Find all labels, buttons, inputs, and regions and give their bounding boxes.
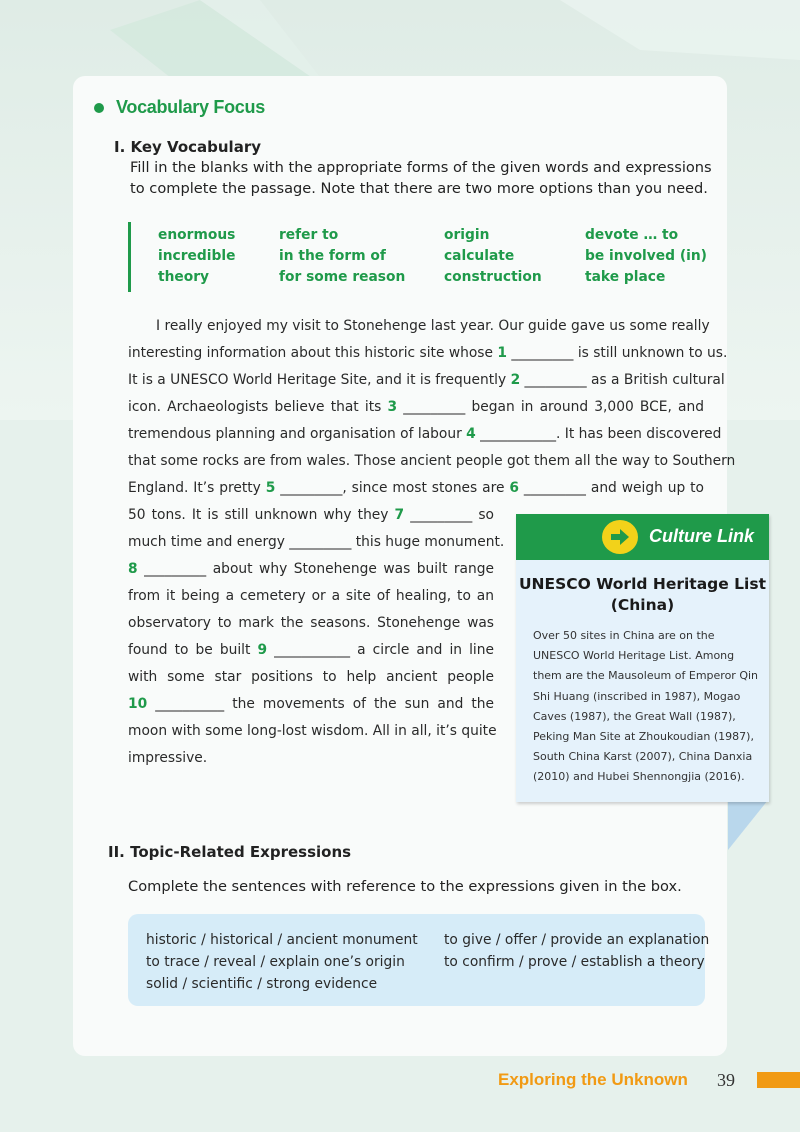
passage-line — [128, 615, 494, 631]
passage-line — [128, 426, 722, 442]
part2-instruction: Complete the sentences with reference to the expressions given in the box. — [128, 878, 682, 895]
passage-line — [128, 534, 505, 550]
passage-text: much time and energy _________ this huge monument. — [128, 534, 505, 550]
passage-text: ___________. It has been discovered — [475, 426, 722, 442]
section-title: Vocabulary Focus — [116, 97, 265, 117]
blank-number: 5 — [265, 480, 276, 496]
expression-item: to confirm / prove / establish a theory — [444, 954, 705, 970]
word-bank-item: incredible — [158, 248, 236, 264]
word-bank-item: construction — [444, 269, 542, 285]
passage-text: England. It’s pretty — [128, 480, 266, 496]
culture-link-header — [516, 514, 769, 560]
passage-text: _________ began in around 3,000 BCE, and — [397, 399, 704, 415]
footer-accent-bar — [757, 1072, 800, 1088]
passage-text: interesting information about this historic site whose — [128, 345, 498, 361]
culture-link-box — [516, 514, 769, 802]
word-bank-item: in the form of — [279, 248, 386, 264]
word-bank-item: take place — [585, 269, 666, 285]
word-bank-item: for some reason — [279, 269, 406, 285]
word-bank-item: refer to — [279, 227, 339, 243]
passage-text: observatory to mark the seasons. Stonehenge was — [128, 615, 494, 631]
part1-instruction-line-1: Fill in the blanks with the appropriate forms of the given words and expressions — [130, 159, 712, 176]
word-bank-item: origin — [444, 227, 490, 243]
expression-item: to trace / reveal / explain one’s origin — [146, 954, 405, 970]
culture-link-label: Culture Link — [649, 526, 755, 546]
passage-text: tremendous planning and organisation of labour — [128, 426, 467, 442]
passage-text: found to be built — [128, 642, 258, 658]
blank-number: 7 — [394, 507, 405, 523]
word-bank-item: theory — [158, 269, 210, 285]
word-bank-item: calculate — [444, 248, 515, 264]
footer-title: Exploring the Unknown — [498, 1070, 688, 1089]
culture-link-title: UNESCO World Heritage List (China) — [518, 575, 767, 614]
blank-number: 10 — [128, 696, 148, 712]
passage-line — [128, 642, 494, 658]
passage-text: from it being a cemetery or a site of healing, to an — [128, 588, 494, 604]
passage-line — [128, 480, 704, 496]
passage-line — [128, 696, 494, 712]
blank-number: 8 — [128, 561, 138, 577]
passage-text: moon with some long-lost wisdom. All in all, it’s quite — [128, 723, 497, 739]
culture-link-body: Over 50 sites in China are on the UNESCO World Heritage List. Among them are the Mausoleum of Emperor Qin Shi Huang (inscribed in 1987), Mogao Caves (1987), the Great Wall (1987), Peking Man Site at Zhoukoudian (1987), South China Karst (2007), China Danxia (2010) and Hubei Shennongjia (2016). — [533, 629, 759, 784]
passage-text: _________ and weigh up to — [518, 480, 704, 496]
blank-number: 1 — [497, 345, 507, 361]
passage-line — [128, 372, 725, 388]
passage-text: ___________ a circle and in line — [267, 642, 494, 658]
expression-item: solid / scientific / strong evidence — [146, 976, 378, 992]
passage-text: _________ as a British cultural — [520, 372, 725, 388]
part1-instruction-line-2: to complete the passage. Note that there are two more options than you need. — [130, 180, 708, 197]
passage-text: It is a UNESCO World Heritage Site, and it is frequently — [128, 372, 511, 388]
passage-line — [128, 345, 728, 361]
passage-text: icon. Archaeologists believe that its — [128, 399, 388, 415]
arrow-right-icon — [602, 520, 638, 554]
expression-item: to give / offer / provide an explanation — [444, 932, 710, 948]
passage-line — [128, 723, 497, 739]
blank-number: 6 — [509, 480, 519, 496]
page-number: 39 — [717, 1070, 735, 1090]
passage-line — [128, 453, 736, 469]
passage-text: 50 tons. It is still unknown why they — [128, 507, 395, 523]
word-bank-item: enormous — [158, 227, 236, 243]
blank-number: 9 — [257, 642, 268, 658]
passage-text: that some rocks are from wales. Those ancient people got them all the way to Southern — [128, 453, 736, 469]
passage-text: __________ the movements of the sun and the — [147, 696, 494, 712]
passage-text: _________, since most stones are — [275, 480, 510, 496]
passage-text: with some star positions to help ancient people — [128, 669, 494, 685]
word-bank-item: devote … to — [585, 227, 679, 243]
passage-text: impressive. — [128, 750, 208, 766]
passage-line — [128, 507, 494, 523]
blank-number: 2 — [510, 372, 521, 388]
bullet-icon — [94, 103, 104, 113]
passage-line — [128, 561, 494, 577]
passage-text: _________ so — [404, 507, 494, 523]
culture-link-fold — [728, 800, 768, 850]
passage-text: _________ about why Stonehenge was built range — [137, 561, 494, 577]
passage-line — [128, 399, 704, 415]
passage-line — [128, 588, 494, 604]
section-header — [94, 97, 265, 118]
passage-text: I really enjoyed my visit to Stonehenge last year. Our guide gave us some really — [156, 318, 710, 334]
part2-title: II. Topic-Related Expressions — [108, 843, 352, 861]
passage-line — [128, 669, 494, 685]
passage-line — [156, 318, 710, 334]
part1-title: I. Key Vocabulary — [114, 138, 261, 156]
expression-item: historic / historical / ancient monument — [146, 932, 418, 948]
word-bank-item: be involved (in) — [585, 248, 707, 264]
blank-number: 4 — [466, 426, 476, 442]
blank-number: 3 — [387, 399, 398, 415]
passage-text: _________ is still unknown to us. — [506, 345, 728, 361]
